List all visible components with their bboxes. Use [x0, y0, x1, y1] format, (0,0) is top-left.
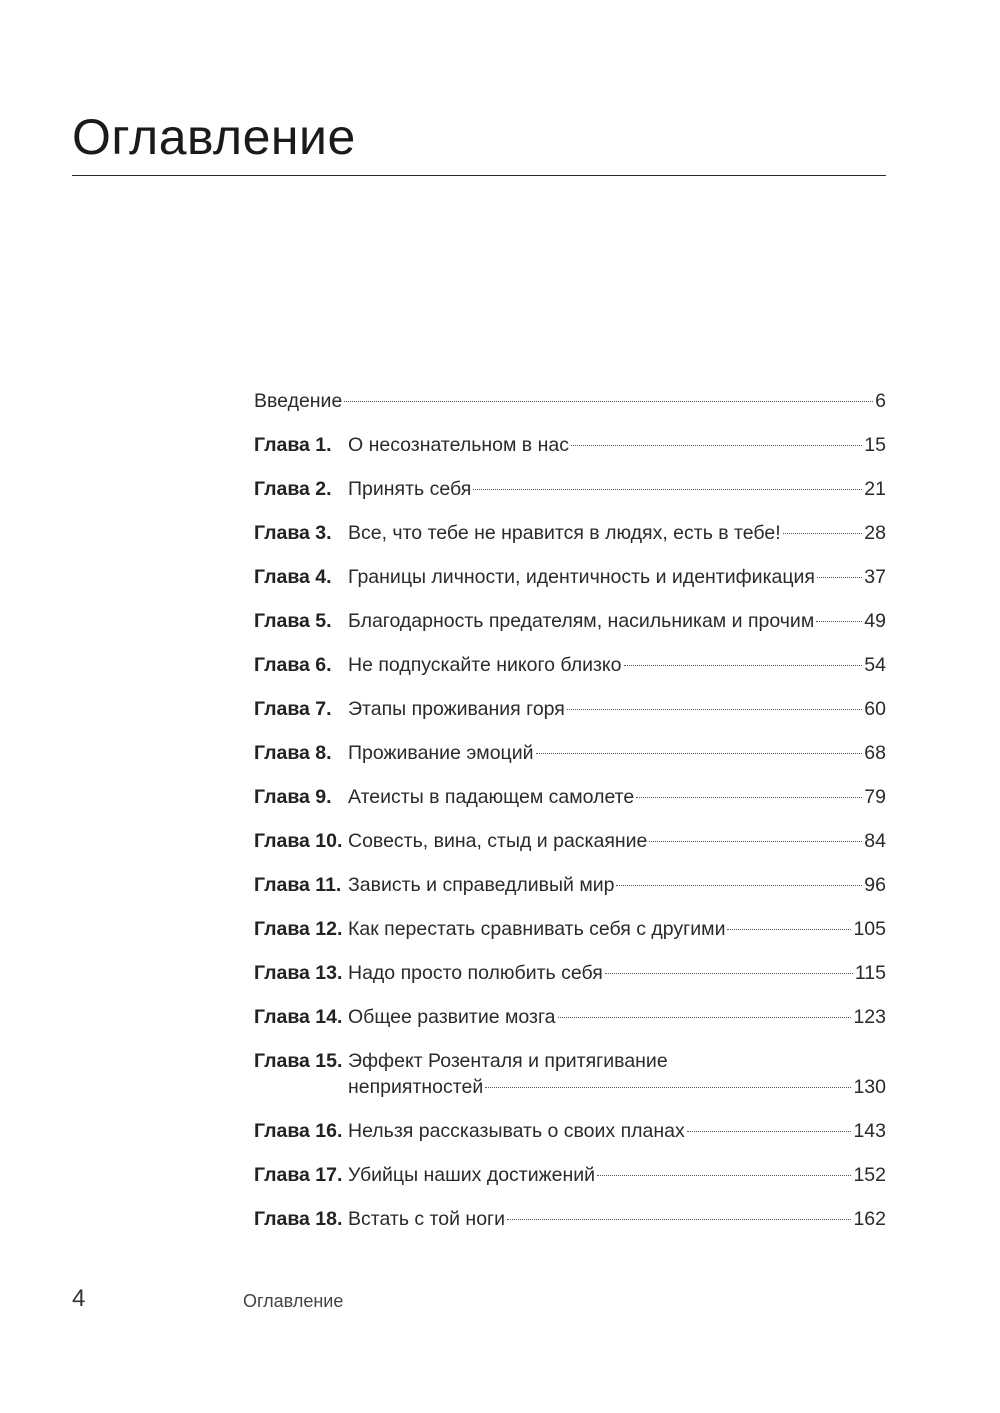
entry-title: Атеисты в падающем самолете — [348, 786, 635, 808]
entry-line-first — [348, 1048, 886, 1074]
chapter-label: Глава 18. — [254, 1208, 343, 1230]
page-number: 162 — [853, 1208, 886, 1230]
entry-title: Не подпускайте никого близко — [348, 654, 622, 676]
dot-leader — [567, 709, 862, 710]
entry-line — [348, 476, 886, 502]
entry-body — [348, 696, 886, 722]
toc-entry-introduction[interactable] — [254, 388, 886, 414]
dot-leader — [605, 973, 853, 974]
toc-entry-chapter-2[interactable] — [254, 476, 886, 502]
entry-line — [348, 1206, 886, 1232]
chapter-label: Глава 4. — [254, 566, 332, 588]
dot-leader — [616, 885, 862, 886]
toc-entry-chapter-1[interactable] — [254, 432, 886, 458]
chapter-label: Глава 14. — [254, 1006, 343, 1028]
entry-title: Надо просто полюбить себя — [348, 962, 603, 984]
dot-leader — [636, 797, 862, 798]
chapter-label: Глава 7. — [254, 698, 332, 720]
dot-leader — [344, 401, 873, 402]
entry-body — [348, 652, 886, 678]
chapter-label: Глава 13. — [254, 962, 343, 984]
entry-title: Совесть, вина, стыд и раскаяние — [348, 830, 648, 852]
toc-entry-chapter-14[interactable] — [254, 1004, 886, 1030]
entry-body — [348, 608, 886, 634]
dot-leader — [783, 533, 863, 534]
entry-line — [348, 520, 886, 546]
page-number: 105 — [853, 918, 886, 940]
entry-title: Границы личности, идентичность и идентификация — [348, 566, 815, 588]
entry-line — [348, 696, 886, 722]
toc-entry-chapter-17[interactable] — [254, 1162, 886, 1188]
page-number: 130 — [853, 1076, 886, 1098]
entry-line — [348, 828, 886, 854]
toc-entry-chapter-7[interactable] — [254, 696, 886, 722]
dot-leader — [597, 1175, 851, 1176]
toc-entry-chapter-10[interactable] — [254, 828, 886, 854]
entry-line — [348, 740, 886, 766]
dot-leader — [507, 1219, 851, 1220]
page-number: 123 — [853, 1006, 886, 1028]
entry-body — [348, 1004, 886, 1030]
toc-entry-chapter-6[interactable] — [254, 652, 886, 678]
dot-leader — [571, 445, 862, 446]
toc-entry-chapter-11[interactable] — [254, 872, 886, 898]
dot-leader — [727, 929, 851, 930]
chapter-label: Глава 3. — [254, 522, 332, 544]
page-number: 84 — [864, 830, 886, 852]
entry-body — [348, 432, 886, 458]
entry-line — [348, 1162, 886, 1188]
entry-body — [348, 1118, 886, 1144]
title-divider — [72, 175, 886, 176]
entry-body — [348, 740, 886, 766]
chapter-label: Глава 10. — [254, 830, 343, 852]
chapter-label: Глава 15. — [254, 1050, 343, 1072]
entry-line — [348, 652, 886, 678]
chapter-label: Глава 11. — [254, 874, 342, 896]
toc-entry-chapter-9[interactable] — [254, 784, 886, 810]
entry-title: Общее развитие мозга — [348, 1006, 556, 1028]
entry-body — [348, 916, 886, 942]
page-title: Оглавление — [72, 109, 356, 165]
chapter-label: Глава 9. — [254, 786, 332, 808]
entry-line — [348, 784, 886, 810]
dot-leader — [485, 1087, 851, 1088]
toc-entry-chapter-8[interactable] — [254, 740, 886, 766]
page-number: 115 — [854, 962, 886, 984]
entry-title: Нельзя рассказывать о своих планах — [348, 1120, 685, 1142]
entry-body — [348, 1162, 886, 1188]
entry-line — [348, 1118, 886, 1144]
entry-title: Зависть и справедливый мир — [348, 874, 615, 896]
chapter-label: Глава 17. — [254, 1164, 343, 1186]
page-number: 79 — [864, 786, 886, 808]
dot-leader — [624, 665, 863, 666]
dot-leader — [817, 577, 862, 578]
toc-entry-chapter-18[interactable] — [254, 1206, 886, 1232]
chapter-label: Глава 16. — [254, 1120, 343, 1142]
entry-line — [348, 432, 886, 458]
dot-leader — [687, 1131, 852, 1132]
footer-running-title: Оглавление — [243, 1291, 344, 1311]
entry-line — [348, 564, 886, 590]
entry-title: Этапы проживания горя — [348, 698, 565, 720]
dot-leader — [558, 1017, 852, 1018]
entry-title: Встать с той ноги — [348, 1208, 506, 1230]
chapter-label: Глава 2. — [254, 478, 332, 500]
entry-title: Как перестать сравнивать себя с другими — [348, 918, 726, 940]
entry-title: Убийцы наших достижений — [348, 1164, 596, 1186]
chapter-label: Глава 1. — [254, 434, 332, 456]
page-number: 143 — [853, 1120, 886, 1142]
page-number: 68 — [864, 742, 886, 764]
entry-title: Введение — [254, 390, 343, 412]
toc-entry-chapter-3[interactable] — [254, 520, 886, 546]
entry-title: Принять себя — [348, 478, 472, 500]
entry-body — [348, 476, 886, 502]
dot-leader — [473, 489, 862, 490]
entry-body — [348, 828, 886, 854]
entry-body — [348, 564, 886, 590]
toc-entry-chapter-12[interactable] — [254, 916, 886, 942]
entry-line — [348, 1074, 886, 1100]
entry-line — [348, 916, 886, 942]
entry-line — [348, 1004, 886, 1030]
page-number: 152 — [853, 1164, 886, 1186]
page-number: 15 — [864, 434, 886, 456]
dot-leader — [536, 753, 863, 754]
chapter-label: Глава 5. — [254, 610, 332, 632]
entry-title-line-1: Эффект Розенталя и притягивание — [348, 1050, 668, 1072]
page-number: 37 — [864, 566, 886, 588]
page-number: 96 — [864, 874, 886, 896]
toc-entry-chapter-16[interactable] — [254, 1118, 886, 1144]
entry-body — [348, 960, 886, 986]
entry-body — [348, 1048, 886, 1100]
chapter-label: Глава 8. — [254, 742, 332, 764]
entry-line — [348, 960, 886, 986]
table-of-contents — [254, 388, 886, 1250]
page-number: 49 — [864, 610, 886, 632]
entry-body — [348, 872, 886, 898]
entry-title-line-2: неприятностей — [348, 1076, 484, 1098]
entry-title: Благодарность предателям, насильникам и прочим — [348, 610, 815, 632]
dot-leader — [816, 621, 862, 622]
entry-title: Все, что тебе не нравится в людях, есть в тебе! — [348, 522, 781, 544]
chapter-label: Глава 12. — [254, 918, 343, 940]
toc-entry-chapter-13[interactable] — [254, 960, 886, 986]
toc-entry-chapter-15[interactable] — [254, 1048, 886, 1100]
entry-body — [348, 520, 886, 546]
entry-line — [254, 388, 886, 414]
page-number: 54 — [864, 654, 886, 676]
dot-leader — [649, 841, 862, 842]
toc-entry-chapter-4[interactable] — [254, 564, 886, 590]
entry-title: О несознательном в нас — [348, 434, 569, 456]
chapter-label: Глава 6. — [254, 654, 332, 676]
entry-body — [348, 784, 886, 810]
page-number: 6 — [875, 390, 886, 412]
entry-body — [254, 388, 886, 414]
toc-entry-chapter-5[interactable] — [254, 608, 886, 634]
entry-title: Проживание эмоций — [348, 742, 534, 764]
entry-body — [348, 1206, 886, 1232]
footer-page-number: 4 — [72, 1285, 86, 1312]
page-number: 21 — [864, 478, 886, 500]
entry-line — [348, 872, 886, 898]
page-number: 60 — [864, 698, 886, 720]
page-number: 28 — [864, 522, 886, 544]
entry-line — [348, 608, 886, 634]
